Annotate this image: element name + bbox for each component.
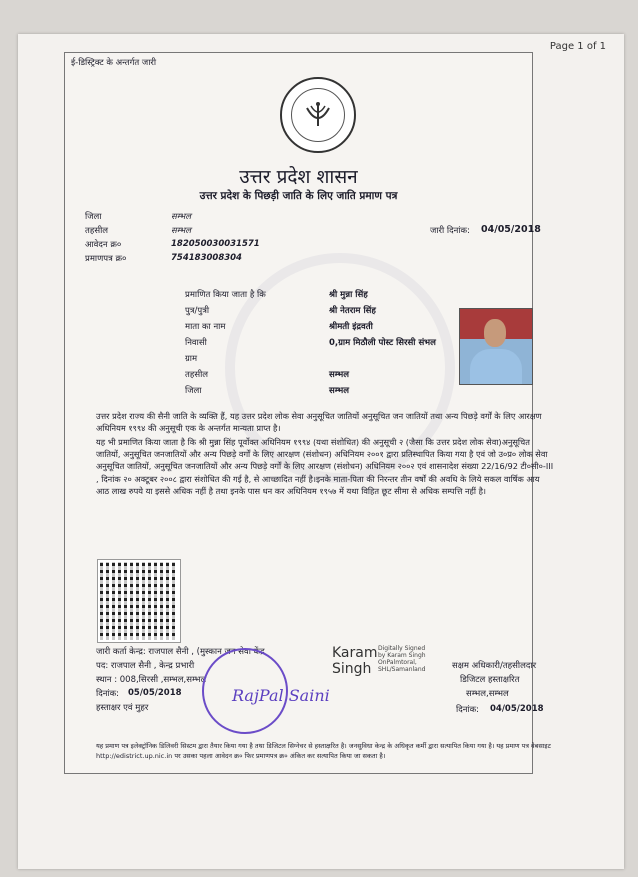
officer-title: सक्षम अधिकारी/तहसीलदार	[452, 661, 537, 671]
district-label: जिला	[85, 212, 102, 222]
tehsil-value: सम्भल	[171, 226, 192, 236]
digital-signature-details: Digitally Signed by Karam Singh OnPalmtoral, SHL/Samanland	[378, 645, 426, 673]
emblem-icon	[280, 77, 356, 153]
mother-label: माता का नाम	[185, 322, 226, 332]
digital-signer-first: Karam	[332, 645, 378, 661]
certificate-number: 754183008304	[171, 253, 242, 263]
district-value: सम्भल	[171, 212, 192, 222]
person-district-value: सम्भल	[329, 386, 350, 396]
issuer-center: जारी कर्ता केन्द्र: राजपाल सैनी , (मुस्कान जन सेवा केंद्र	[96, 647, 265, 657]
page-number: Page 1 of 1	[549, 41, 606, 52]
issuer-place: स्थान : 008,सिरसी ,सम्भल,सम्भल	[96, 675, 207, 685]
person-tehsil-value: सम्भल	[329, 370, 350, 380]
application-number: 182050030031571	[171, 239, 260, 249]
father-name: श्री नेतराम सिंह	[329, 306, 376, 316]
caste-paragraph: उत्तर प्रदेश राज्य की सैनी जाति के व्यक्ति हैं, यह उत्तर प्रदेश लोक सेवा अनुसूचित जातियों अनुसूचित जन जातियों तथा अन्य पिछड़े वर्गों के लिए आरक्षण अधिनियम १९९४ की अनुसूची एक के अन्तर्गत मान्यता प्राप्त है।	[96, 411, 542, 434]
officer-date-value: 04/05/2018	[490, 704, 544, 714]
resident-address: 0,ग्राम मिठौली पोस्ट सिरसी संभल	[329, 338, 436, 348]
certify-label: प्रमाणित किया जाता है कि	[185, 290, 266, 300]
qr-code-icon	[98, 560, 180, 642]
applicant-photo	[459, 308, 533, 385]
declaration-paragraph: यह भी प्रमाणित किया जाता है कि श्री मुन्ना सिंह पूर्वोक्त अधिनियम १९९४ (यथा संशोधित) की अनुसूची २ (जैसा कि उत्तर प्रदेश लोक सेवा)अनुसूचित जातियों, अनुसूचित जनजातियों और अन्य पिछड़े वर्गों के लिए आरक्षण (संशोधन) अधिनियम २००१ द्वारा प्रतिस्थापित किया गया है एवं जो उ०प्र० लोक सेवा अनुसूचित जातियों, अनुसूचित जनजातियों और अन्य पिछड़े वर्गों के लिए आरक्षण (संशोधन) अधिनियम २००२ एवं शासनादेश संख्या 22/16/92 टी०सी०-III , दिनांक २० अक्टूबर २००८ द्वारा संशोधित की गई है, से आच्छादित नहीं है।इनके माता-पिता की निरन्तर तीन वर्षों की अवधि के लिये सकल वार्षिक आय आठ लाख रुपये या इससे अधिक नहीं है तथा इनके पास धन कर अधिनियम १९५७ में यथा विहित छूट सीमा से अधिक सम्पत्ति नहीं है।	[96, 437, 554, 496]
signature-seal-label: हस्ताक्षर एवं मुहर	[96, 703, 149, 713]
issuer-post: पद: राजपाल सैनी , केन्द्र प्रभारी	[96, 661, 195, 671]
digital-signature-name	[332, 645, 378, 677]
resident-label: निवासी	[185, 338, 207, 348]
officer-place: सम्भल,सम्भल	[466, 689, 509, 699]
tehsil-label: तहसील	[85, 226, 109, 236]
person-name: श्री मुन्ना सिंह	[329, 290, 368, 300]
father-label: पुत्र/पुत्री	[185, 306, 210, 316]
certificate-title: उत्तर प्रदेश के पिछड़ी जाति के लिए जाति प्रमाण पत्र	[199, 190, 398, 202]
issue-date-label: जारी दिनांक:	[430, 226, 470, 236]
government-title: उत्तर प्रदेश शासन	[239, 166, 358, 188]
edistrict-label: ई-डिस्ट्रिक्ट के अन्तर्गत जारी	[71, 58, 157, 68]
application-label: आवेदन क्र०	[85, 240, 122, 250]
village-label: ग्राम	[185, 354, 198, 364]
certificate-number-label: प्रमाणपत्र क्र०	[85, 254, 127, 264]
digital-signer-last: Singh	[332, 661, 372, 677]
officer-date-label: दिनांक:	[456, 705, 480, 715]
issue-date-value: 04/05/2018	[481, 224, 541, 235]
officer-digital-signed: डिजिटल हस्ताक्षरित	[460, 675, 520, 685]
handwritten-signature-icon: RajPal Saini	[232, 686, 330, 705]
person-district-label: जिला	[185, 386, 202, 396]
verification-footer: यह प्रमाण पत्र इलेक्ट्रॉनिक डिलिवरी सिस्टम द्वारा तैयार किया गया है तथा डिजिटल सिग्नेचर से हस्ताक्षरित है। जनसुविधा केन्द्र के अधिकृत कर्मी द्वारा सत्यापित किया गया है। यह प्रमाण पत्र वेबसाइट http://edistrict.up.nic.in पर उसका पहला आवेदन क्र० फिर प्रमाणपत्र क्र० अंकित कर सत्यापित किया जा सकता है।	[96, 742, 551, 760]
mother-name: श्रीमती इंद्रवती	[329, 322, 373, 332]
issuer-date-value: 05/05/2018	[128, 688, 182, 698]
person-tehsil-label: तहसील	[185, 370, 209, 380]
issuer-date-label: दिनांक:	[96, 689, 120, 699]
